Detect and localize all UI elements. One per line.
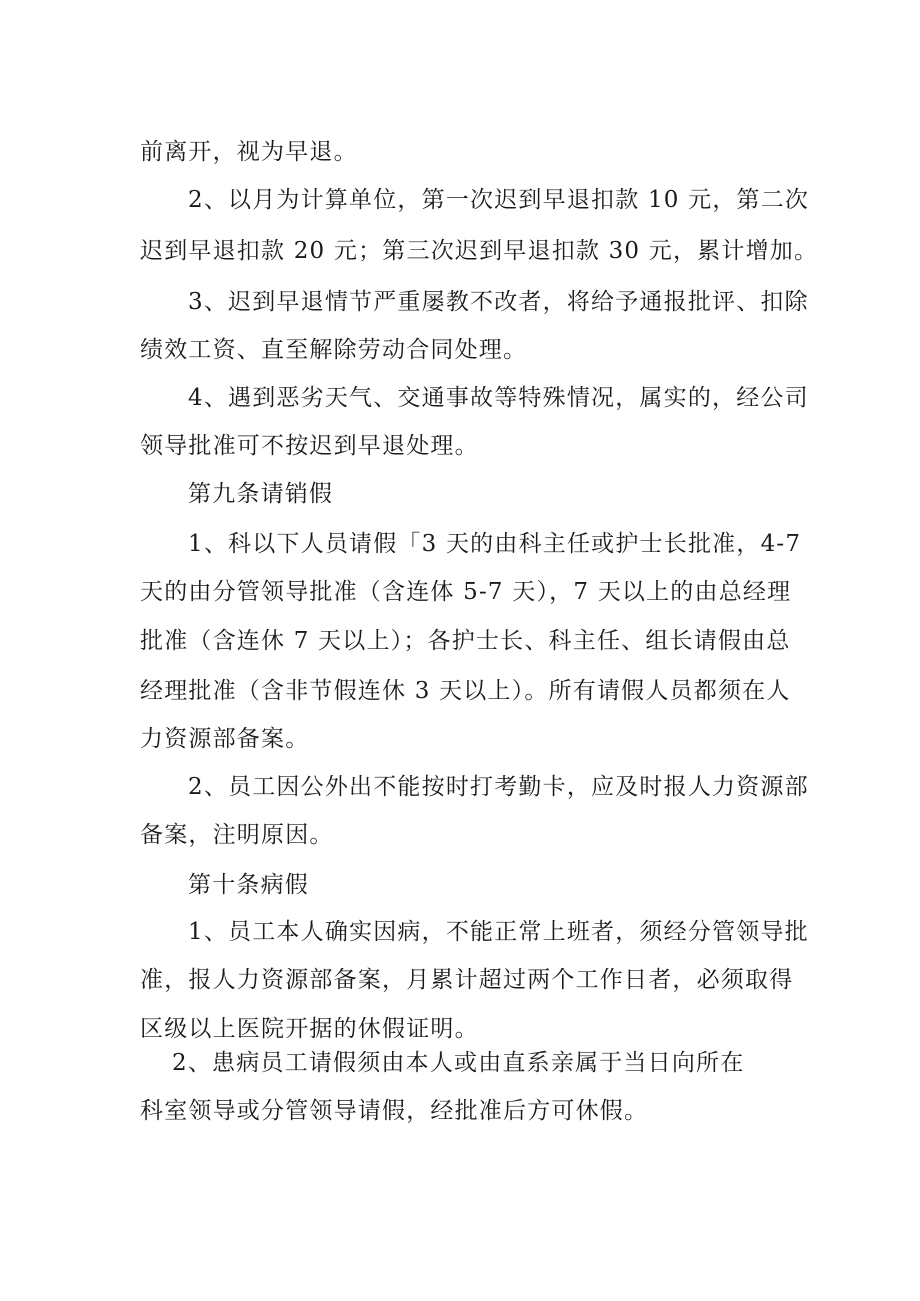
text-line-1: 前离开，视为早退。: [140, 139, 358, 165]
text-line-12: 经理批准（含非节假连休 3 天以上）。所有请假人员都须在人: [140, 678, 791, 704]
text-line-15: 备案，注明原因。: [140, 822, 334, 848]
text-line-21: 科室领导或分管领导请假，经批准后方可休假。: [140, 1098, 649, 1124]
text-line-4: 3、迟到早退情节严重屡教不改者，将给予通报批评、扣除: [188, 289, 809, 315]
text-line-9: 1、科以下人员请假「3 天的由科主任或护士长批准，4-7: [188, 531, 802, 557]
text-line-10: 天的由分管领导批准（含连体 5-7 天），7 天以上的由总经理: [140, 579, 792, 605]
text-line-6: 4、遇到恶劣天气、交通事故等特殊情况，属实的，经公司: [188, 385, 809, 411]
text-line-13: 力资源部备案。: [140, 726, 310, 752]
text-line-5: 绩效工资、直至解除劳动合同处理。: [140, 337, 528, 363]
text-line-20: 2、患病员工请假须由本人或由直系亲属于当日向所在: [172, 1050, 745, 1076]
text-line-2: 2、以月为计算单位，第一次迟到早退扣款 10 元，第二次: [188, 187, 810, 213]
text-line-3: 迟到早退扣款 20 元；第三次迟到早退扣款 30 元，累计增加。: [140, 238, 819, 264]
text-line-14: 2、员工因公外出不能按时打考勤卡，应及时报人力资源部: [188, 774, 809, 800]
text-line-19: 区级以上医院开据的休假证明。: [140, 1016, 479, 1042]
section-heading-10: 第十条病假: [188, 872, 309, 898]
text-line-18: 准，报人力资源部备案，月累计超过两个工作日者，必须取得: [140, 967, 794, 993]
text-line-7: 领导批准可不按迟到早退处理。: [140, 433, 479, 459]
section-heading-9: 第九条请销假: [188, 481, 334, 507]
text-line-11: 批准（含连休 7 天以上）；各护士长、科主任、组长请假由总: [140, 628, 791, 654]
text-line-17: 1、员工本人确实因病，不能正常上班者，须经分管领导批: [188, 919, 809, 945]
